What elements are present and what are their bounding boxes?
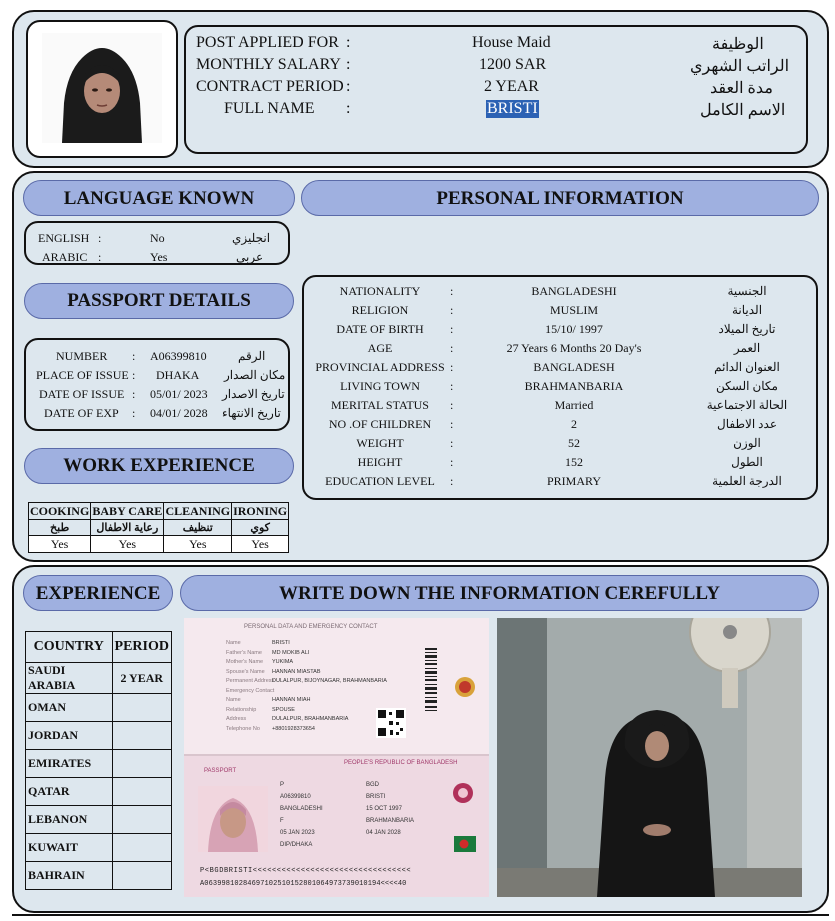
experience-country: EMIRATES (26, 750, 113, 778)
personal-value: 27 Years 6 Months 20 Day's (506, 341, 642, 355)
name-label: FULL NAME (224, 100, 315, 117)
post-label-ar: الوظيفة (712, 36, 764, 53)
personal-label: RELIGION (351, 303, 409, 317)
language-title: LANGUAGE KNOWN (23, 180, 295, 216)
scan-field-value: BRISTI (272, 640, 290, 646)
passport-number-colon: : (132, 349, 136, 363)
contract-label-ar: مدة العقد (710, 80, 773, 97)
experience-country: BAHRAIN (26, 862, 113, 890)
barcode-icon (424, 646, 438, 716)
personal-colon: : (450, 455, 454, 469)
personal-label-ar: تاريخ الميلاد (718, 322, 776, 336)
experience-period (112, 694, 171, 722)
work-cleaning-value: Yes (164, 536, 232, 553)
scan-passport-word: PASSPORT (204, 768, 237, 774)
passport-scan-image (184, 618, 489, 897)
name-value[interactable]: BRISTI (487, 100, 538, 117)
passport-exp-colon: : (132, 406, 136, 420)
scan-field-row (226, 640, 290, 646)
scan-field-value: DULALPUR, BRAHMANBARIA (272, 716, 349, 722)
english-value: No (150, 231, 165, 245)
personal-colon: : (450, 417, 454, 431)
scan-country-line: PEOPLE'S REPUBLIC OF BANGLADESH (344, 760, 458, 766)
personal-value: 15/10/ 1997 (545, 322, 603, 336)
scan-field-key: Spouse's Name (226, 668, 265, 675)
scan-field-value: SPOUSE (272, 706, 295, 713)
experience-row (26, 862, 172, 890)
salary-label-ar: الراتب الشهري (690, 58, 790, 75)
scan-bio-field: A06399810 (280, 794, 311, 800)
experience-country: SAUDI ARABIA (26, 663, 113, 694)
salary-colon: : (346, 56, 351, 73)
passport-number-label: NUMBER (56, 349, 108, 363)
scan-field-row (226, 678, 387, 684)
experience-country: OMAN (26, 694, 113, 722)
experience-row (26, 722, 172, 750)
passport-issue-colon: : (132, 387, 136, 401)
experience-rows (26, 663, 172, 890)
work-ironing-value: Yes (232, 536, 289, 553)
scan-top-caption: PERSONAL DATA AND EMERGENCY CONTACT (244, 624, 378, 630)
scan-field-value: MD MOKIB ALI (272, 649, 310, 656)
experience-table (25, 631, 172, 890)
contract-colon: : (346, 78, 351, 95)
arabic-value: Yes (150, 250, 168, 264)
personal-colon: : (450, 474, 454, 488)
scan-field-row (226, 669, 321, 675)
bio-photo (198, 786, 268, 852)
english-label: ENGLISH (38, 231, 90, 245)
personal-label-ar: العنوان الدائم (714, 360, 780, 374)
experience-period (112, 778, 171, 806)
personal-value: 52 (568, 436, 580, 450)
arabic-colon: : (98, 250, 102, 264)
write-banner: WRITE DOWN THE INFORMATION CEREFULLY (180, 575, 819, 611)
passport-box (24, 338, 290, 431)
contract-row (184, 78, 808, 98)
personal-label-ar: الوزن (733, 436, 761, 450)
scan-bio-field: BRAHMANBARIA (366, 818, 415, 824)
english-colon: : (98, 231, 102, 245)
scan-field-value: DULALPUR, BIJOYNAGAR, BRAHMANBARIA (272, 678, 387, 684)
scan-field-key: Father's Name (226, 649, 262, 656)
passport-exp-ar: تاريخ الانتهاء (222, 406, 281, 420)
portrait-photo (42, 33, 162, 143)
scan-field-key: Name (226, 697, 241, 703)
experience-country: JORDAN (26, 722, 113, 750)
passport-number-ar: الرقم (238, 349, 266, 363)
scan-top-page (184, 618, 489, 756)
personal-label: EDUCATION LEVEL (325, 474, 435, 488)
scan-bio-field: 05 JAN 2023 (280, 830, 315, 836)
experience-country: QATAR (26, 778, 113, 806)
work-col-cleaning: CLEANING (165, 503, 231, 518)
work-col-cleaning-ar: تنظيف (164, 520, 232, 536)
personal-value: 2 (571, 417, 577, 431)
experience-period (112, 862, 171, 890)
experience-period (112, 722, 171, 750)
experience-row (26, 834, 172, 862)
scan-field-value: +8801928373654 (272, 725, 315, 732)
passport-title: PASSPORT DETAILS (24, 283, 294, 319)
passport-exp-value: 04/01/ 2028 (150, 406, 208, 420)
scan-field-row (226, 697, 311, 703)
post-colon: : (346, 34, 351, 51)
personal-label: NO .OF CHILDREN (328, 417, 432, 431)
personal-label-ar: العمر (733, 341, 761, 355)
photo-frame (26, 20, 178, 158)
personal-rows (302, 284, 818, 494)
scan-field-key: Address (226, 716, 247, 722)
scan-field-row (226, 716, 348, 722)
work-col-babycare-ar: رعاية الاطفال (91, 520, 164, 536)
passport-issue-label: DATE OF ISSUE (39, 387, 125, 401)
language-box (24, 221, 290, 265)
col-country: COUNTRY (26, 632, 113, 663)
experience-country: KUWAIT (26, 834, 113, 862)
personal-value: PRIMARY (546, 474, 602, 488)
scan-mrz-line-2: A06399810284697102510152801064973739010194<<<<40 (200, 880, 407, 888)
personal-value: Married (554, 398, 594, 412)
scan-field-value: YUKIMA (272, 659, 294, 665)
personal-label-ar: الحالة الاجتماعية (706, 398, 788, 412)
scan-field-key: Mother's Name (226, 659, 264, 665)
scan-bio-field: BRISTI (366, 794, 386, 800)
personal-colon: : (450, 303, 454, 317)
flag-icon (454, 836, 476, 852)
scan-field-key: Relationship (226, 706, 257, 713)
scan-bio-field: BGD (366, 782, 380, 788)
scan-bio-field: P (280, 782, 285, 788)
contract-value: 2 YEAR (484, 78, 539, 95)
personal-value: BANGLADESH (533, 360, 615, 374)
scan-bio-fields (280, 782, 450, 862)
work-cooking-value: Yes (29, 536, 91, 553)
personal-label: NATIONALITY (339, 284, 421, 298)
personal-colon: : (450, 322, 454, 336)
passport-place-colon: : (132, 368, 136, 382)
experience-period: 2 YEAR (112, 663, 171, 694)
scan-field-row (226, 650, 309, 656)
personal-value: MUSLIM (549, 303, 598, 317)
personal-label-ar: الدرجة العلمية (712, 474, 782, 488)
scan-bio-field: BANGLADESHI (280, 806, 323, 812)
personal-label-ar: الديانة (731, 303, 763, 317)
scan-field-row (226, 659, 293, 665)
personal-label: MERITAL STATUS (331, 398, 429, 412)
scan-field-key: Emergency Contact (226, 687, 275, 694)
experience-row (26, 694, 172, 722)
experience-row (26, 806, 172, 834)
post-value: House Maid (472, 34, 551, 51)
experience-period (112, 750, 171, 778)
experience-period (112, 834, 171, 862)
work-title: WORK EXPERIENCE (24, 448, 294, 484)
passport-exp-label: DATE OF EXP (44, 406, 119, 420)
personal-colon: : (450, 341, 454, 355)
full-body-photo-image (497, 618, 802, 897)
scan-bio-field: F (280, 818, 284, 824)
name-label-ar: الاسم الكامل (700, 102, 786, 119)
passport-place-value: DHAKA (156, 368, 200, 382)
personal-colon: : (450, 398, 454, 412)
experience-row (26, 750, 172, 778)
personal-colon: : (450, 436, 454, 450)
personal-label-ar: الجنسية (727, 284, 767, 298)
work-header-row (29, 503, 289, 520)
scan-field-row (226, 687, 275, 694)
scan-bio-field: 15 OCT 1997 (366, 806, 402, 812)
work-col-cooking: COOKING (29, 503, 90, 518)
personal-label: WEIGHT (356, 436, 404, 450)
personal-value: 152 (565, 455, 583, 469)
scan-field-key: Name (226, 640, 241, 646)
qr-code-icon (376, 708, 406, 738)
full-body-photo (497, 618, 802, 897)
post-label: POST APPLIED FOR (196, 34, 339, 51)
arabic-label: ARABIC (42, 250, 88, 264)
col-period: PERIOD (112, 632, 171, 663)
post-row (184, 34, 808, 54)
salary-value: 1200 SAR (479, 56, 547, 73)
emblem-small-icon (452, 782, 474, 804)
experience-country: LEBANON (26, 806, 113, 834)
personal-colon: : (450, 379, 454, 393)
header-rows (184, 34, 808, 134)
scan-bio-page (184, 756, 489, 897)
scan-field-value: HANNAN MIASTAB (272, 668, 321, 675)
personal-value: BRAHMANBARIA (524, 379, 624, 393)
passport-place-label: PLACE OF ISSUE (36, 368, 129, 382)
personal-colon: : (450, 284, 454, 298)
scan-mrz-line-1: P<BGDBRISTI<<<<<<<<<<<<<<<<<<<<<<<<<<<<<<<<< (200, 867, 412, 875)
passport-place-ar: مكان الصدار (224, 368, 286, 382)
passport-issue-value: 05/01/ 2023 (150, 387, 208, 401)
scan-field-row (226, 707, 295, 713)
salary-row (184, 56, 808, 76)
personal-value: BANGLADESHI (531, 284, 617, 298)
salary-label: MONTHLY SALARY (196, 56, 341, 73)
scan-bio-field: 04 JAN 2028 (366, 830, 401, 836)
personal-label-ar: عدد الاطفال (717, 417, 777, 431)
experience-row (26, 663, 172, 694)
name-colon: : (346, 100, 351, 117)
passport-issue-ar: تاريخ الاصدار (222, 387, 285, 401)
work-babycare-value: Yes (91, 536, 164, 553)
bottom-edge (12, 914, 829, 921)
personal-label: PROVINCIAL ADDRESS (315, 360, 445, 374)
work-col-cooking-ar: طبخ (29, 520, 91, 536)
experience-header-row (26, 632, 172, 663)
work-value-row (29, 536, 289, 553)
work-col-ironing: IRONING (233, 503, 288, 518)
personal-title: PERSONAL INFORMATION (301, 180, 819, 216)
work-col-babycare: BABY CARE (92, 503, 163, 518)
arabic-label-ar: عربي (236, 250, 264, 264)
scan-field-value: HANNAN MIAH (272, 697, 311, 703)
personal-label: HEIGHT (357, 455, 403, 469)
english-label-ar: انجليزي (232, 231, 271, 245)
personal-label-ar: مكان السكن (716, 379, 778, 393)
personal-label: DATE OF BIRTH (336, 322, 424, 336)
emblem-icon (454, 676, 476, 698)
scan-field-key: Permanent Address (226, 678, 275, 684)
scan-field-row (226, 726, 315, 732)
personal-colon: : (450, 360, 454, 374)
experience-period (112, 806, 171, 834)
scan-field-key: Telephone No (226, 725, 260, 732)
personal-label: LIVING TOWN (340, 379, 420, 393)
personal-label-ar: الطول (731, 455, 763, 469)
experience-title: EXPERIENCE (23, 575, 173, 611)
scan-bio-field: DIP/DHAKA (280, 842, 313, 848)
contract-label: CONTRACT PERIOD (196, 78, 344, 95)
passport-number-value: A06399810 (150, 349, 207, 363)
work-col-ironing-ar: كوي (232, 520, 289, 536)
work-arabic-row (29, 520, 289, 536)
experience-row (26, 778, 172, 806)
name-row (184, 100, 808, 120)
work-experience-table (28, 502, 289, 553)
personal-label: AGE (367, 341, 393, 355)
